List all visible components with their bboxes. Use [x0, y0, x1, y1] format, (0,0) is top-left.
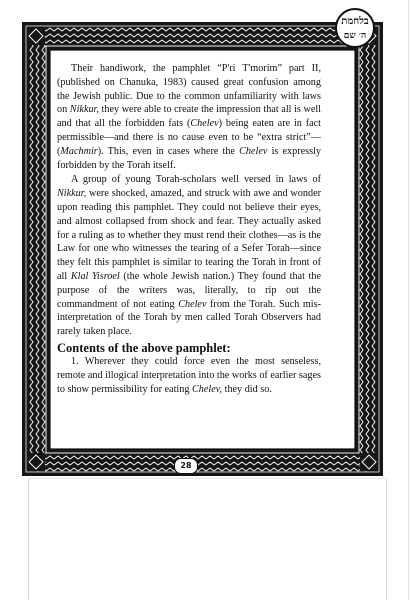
list-item: 1. Wherever they could force even the most senseless, remote and illogical interpretation into the works of earlier sages to show permissibility for eating Chelev, they did so.: [57, 355, 321, 395]
seal-text-top: בלחמת: [341, 16, 369, 27]
paragraph: A group of young Torah-scholars well versed in laws of Nikkur, were shocked, amazed, and struck with awe and wonder upon reading this pamphlet. They could not believe their eyes, and almost collapsed from shock and fear. They actually asked for a ruling as to whether they must rend their clothes—as is the Law for one who witnesses the tearing of a Sefer Torah—since they felt this pamphlet is similar to tearing the Torah in front of all Klal Yisroel (the whole Jewish nation.) They found that the purpose of the writers was, literally, to rip out the commandment of not eating Chelev from the Torah. Such mis-interpretation of the Torah by men called Torah Observers had rarely taken place.: [57, 174, 321, 338]
seal-text-bottom: ה׳ שם: [343, 31, 367, 41]
page-number: 28: [174, 458, 198, 474]
hebrew-seal-logo: [335, 8, 375, 48]
section-heading: Contents of the above pamphlet:: [57, 340, 231, 355]
paragraph: Their handiwork, the pamphlet “P'ri T'morim” part II, (published on Chanuka, 1983) caused great confusion among the Jewish public. Due to the common unfamiliarity with laws on Nikkur, they were able to create the impression that all is well and that all the forbidden fats (Chelev) being eaten are in fact permissible—and there is no cause even to be “extra strict”—(Machmir). This, even in cases where the Chelev is expressly forbidden by the Torah itself.: [57, 63, 322, 171]
page-body-text: [57, 62, 321, 396]
